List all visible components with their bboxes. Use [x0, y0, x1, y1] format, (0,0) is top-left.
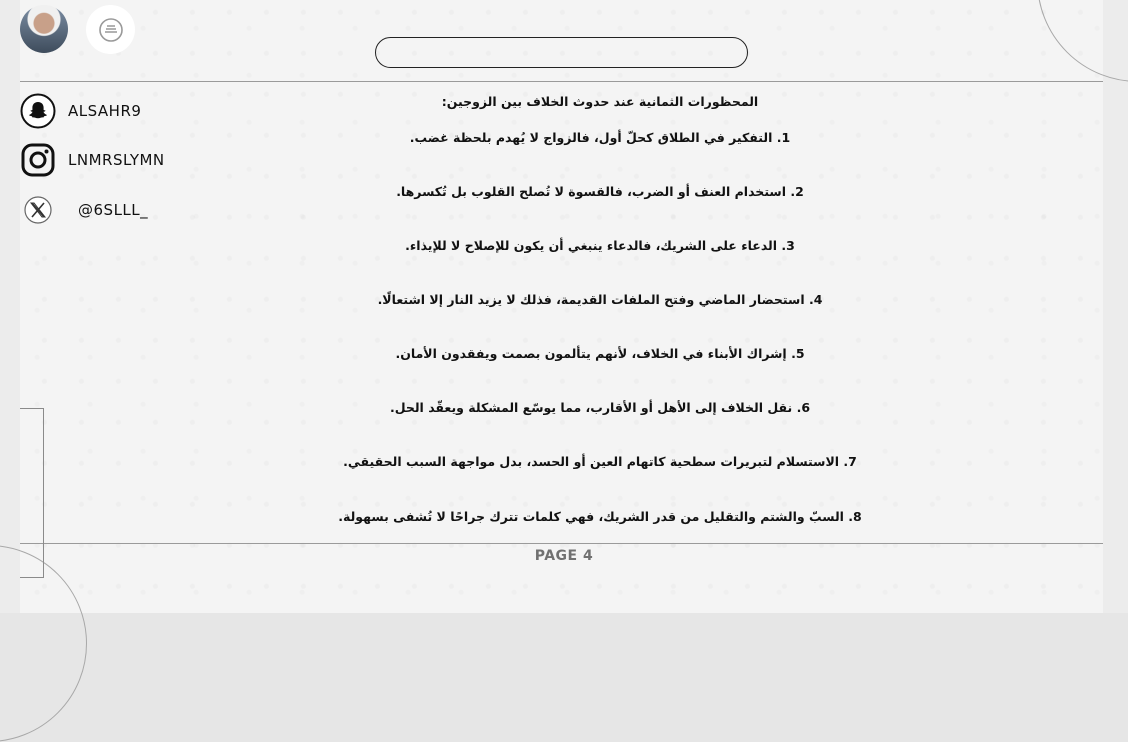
x-handle[interactable]: @6SLLL_: [78, 201, 149, 219]
social-snapchat[interactable]: [20, 93, 141, 129]
logo[interactable]: [86, 5, 135, 54]
list-item: 1. التفكير في الطلاق كحلّ أول، فالزواج لا يُهدم بلحظة غضب.: [409, 130, 791, 145]
left-margin-strip: [0, 0, 20, 613]
list-item: 7. الاستسلام لتبريرات سطحية كاتهام العين أو الحسد، بدل مواجهة السبب الحقيقي.: [343, 454, 857, 469]
list-item: 3. الدعاء على الشريك، فالدعاء ينبغي أن يكون للإصلاح لا للإيذاء.: [405, 238, 795, 253]
list-item: 8. السبّ والشتم والتقليل من قدر الشريك، فهي كلمات تترك جراحًا لا تُشفى بسهولة.: [338, 509, 862, 524]
search-input[interactable]: [375, 37, 748, 68]
social-x[interactable]: [20, 192, 148, 228]
snapchat-handle[interactable]: ALSAHR9: [68, 102, 142, 120]
top-right-arc: [1037, 0, 1128, 82]
document-heading: المحظورات الثمانية عند حدوث الخلاف بين الزوجين:: [441, 94, 759, 109]
list-item: 2. استخدام العنف أو الضرب، فالقسوة لا تُصلح القلوب بل تُكسرها.: [396, 184, 804, 199]
instagram-icon: [20, 142, 56, 178]
footer-divider: [20, 543, 1103, 544]
page-number: PAGE 4: [534, 548, 594, 564]
instagram-handle[interactable]: LNMRSLYMN: [68, 151, 165, 169]
avatar[interactable]: [20, 5, 68, 53]
list-item: 5. إشراك الأبناء في الخلاف، لأنهم يتألمون بصمت ويفقدون الأمان.: [395, 346, 805, 361]
list-item: 6. نقل الخلاف إلى الأهل أو الأقارب، مما يوسّع المشكلة ويعقّد الحل.: [389, 400, 811, 415]
social-instagram[interactable]: [20, 142, 165, 178]
right-margin-strip: [1103, 0, 1128, 613]
logo-icon: [98, 17, 124, 43]
list-item: 4. استحضار الماضي وفتح الملفات القديمة، فذلك لا يزيد النار إلا اشتعالًا.: [377, 292, 823, 307]
x-icon: [20, 192, 56, 228]
header-divider: [20, 81, 1103, 82]
snapchat-icon: [20, 93, 56, 129]
